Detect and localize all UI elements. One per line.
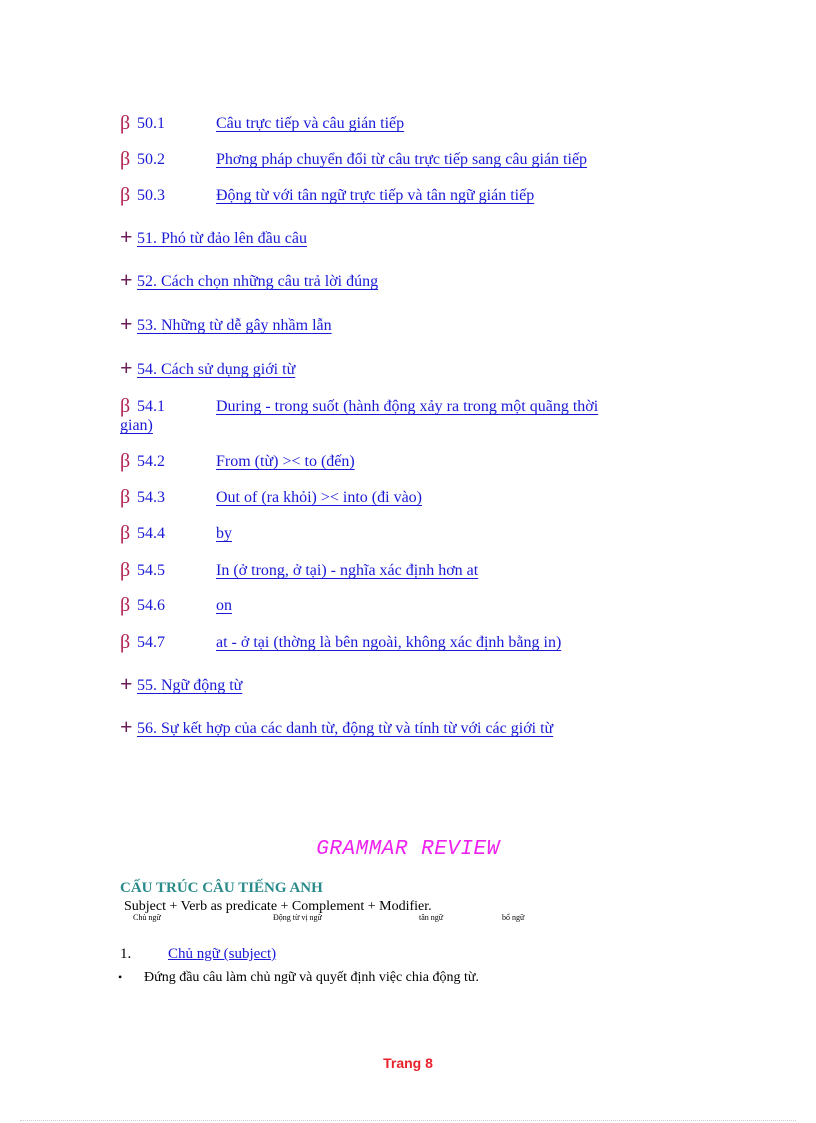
beta-bullet-icon: β — [120, 631, 131, 653]
bullet-item — [118, 970, 479, 986]
toc-item-50-2[interactable]: β 50.2 Phơng pháp chuyển đổi từ câu trực tiếp sang câu gián tiếp — [120, 148, 588, 170]
beta-bullet-icon: β — [120, 395, 131, 417]
beta-bullet-icon: β — [120, 184, 131, 206]
beta-bullet-icon: β — [120, 486, 131, 508]
toc-item-54-1[interactable]: β 54.1 During - trong suốt (hành động xảy ra trong một quãng thời — [120, 395, 599, 417]
page-footer: Trang 8 — [383, 1055, 433, 1071]
bullet-text: Đứng đầu câu làm chủ ngữ và quyết định việc chia động từ. — [144, 970, 479, 985]
section-1 — [120, 946, 276, 963]
beta-bullet-icon: β — [120, 148, 131, 170]
toc-item-51[interactable]: + 51. Phó từ đảo lên đầu câu — [120, 224, 307, 249]
toc-item-53[interactable]: + 53. Những từ dễ gây nhầm lẫn — [120, 311, 332, 336]
toc-item-52[interactable]: + 52. Cách chọn những câu trả lời đúng — [120, 267, 379, 292]
beta-bullet-icon: β — [120, 112, 131, 134]
toc-item-54-3[interactable]: β 54.3 Out of (ra khỏi) >< into (đi vào) — [120, 486, 422, 508]
section-heading: CẤU TRÚC CÂU TIẾNG ANH — [120, 880, 323, 896]
sublabel-predicate: Động từ vị ngữ — [273, 913, 322, 922]
plus-bullet-icon: + — [120, 355, 133, 380]
plus-bullet-icon: + — [120, 311, 133, 336]
plus-bullet-icon: + — [120, 714, 133, 739]
beta-bullet-icon: β — [120, 450, 131, 472]
toc-item-54-6[interactable]: β 54.6 on — [120, 594, 232, 616]
toc-item-50-3[interactable]: β 50.3 Động từ với tân ngữ trực tiếp và tân ngữ gián tiếp — [120, 184, 535, 206]
sublabel-complement: tân ngữ — [419, 913, 444, 922]
beta-bullet-icon: β — [120, 594, 131, 616]
plus-bullet-icon: + — [120, 267, 133, 292]
toc-item-50-1[interactable]: β 50.1 Câu trực tiếp và câu gián tiếp — [120, 112, 405, 134]
toc-item-54-4[interactable]: β 54.4 by — [120, 522, 232, 544]
plus-bullet-icon: + — [120, 224, 133, 249]
toc-item-54-2[interactable]: β 54.2 From (từ) >< to (đến) — [120, 450, 355, 472]
sentence-formula: Subject + Verb as predicate + Complement + Modifier. — [124, 899, 432, 914]
toc-item-54-1-continuation[interactable]: gian) — [120, 417, 153, 434]
beta-bullet-icon: β — [120, 559, 131, 581]
toc-item-54-5[interactable]: β 54.5 In (ở trong, ở tại) - nghĩa xác định hơn at — [120, 559, 479, 581]
toc-item-55[interactable]: + 55. Ngữ động từ — [120, 671, 243, 696]
section-title-link[interactable]: Chủ ngữ (subject) — [168, 946, 277, 962]
sublabel-modifier: bổ ngữ — [502, 913, 525, 922]
section-number: 1. — [120, 946, 132, 962]
sublabel-subject: Chủ ngữ — [133, 913, 161, 922]
toc-item-54[interactable]: + 54. Cách sử dụng giới từ — [120, 355, 296, 380]
page-divider — [20, 1120, 796, 1121]
toc-item-54-7[interactable]: β 54.7 at - ở tại (thờng là bên ngoài, không xác định bằng in) — [120, 631, 562, 653]
plus-bullet-icon: + — [120, 671, 133, 696]
bullet-icon: • — [118, 970, 123, 984]
beta-bullet-icon: β — [120, 522, 131, 544]
page-title: GRAMMAR REVIEW — [316, 838, 500, 861]
toc-item-56[interactable]: + 56. Sự kết hợp của các danh từ, động từ và tính từ với các giới từ — [120, 714, 554, 739]
